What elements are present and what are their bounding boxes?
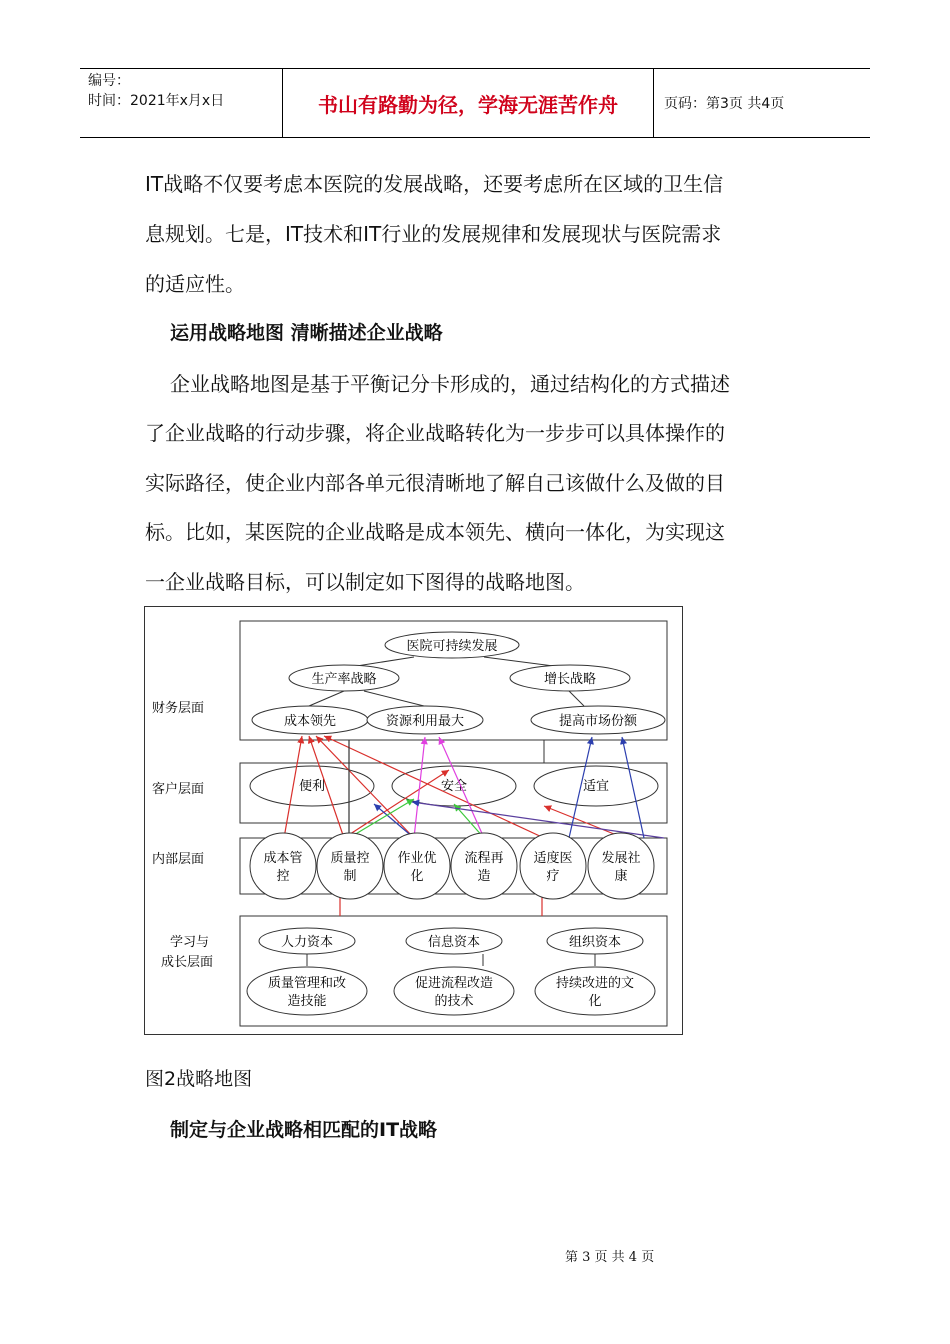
internal-node-label: 化 <box>410 869 424 884</box>
node-resource-label: 资源利用最大 <box>385 714 465 729</box>
internal-node-label: 适度医 <box>533 851 573 866</box>
header-meta-cell <box>80 69 283 137</box>
internal-node-label: 质量控 <box>330 851 370 866</box>
internal-node-label: 发展社 <box>601 851 641 866</box>
number-label: 编号： <box>88 73 130 89</box>
node-info-capital-label: 信息资本 <box>427 935 481 950</box>
internal-node-label: 疗 <box>546 869 560 884</box>
motto: 书山有路勤为径，学海无涯苦作舟 <box>318 92 618 117</box>
section-heading: 运用战略地图 清晰描述企业战略 <box>170 322 443 344</box>
internal-node <box>520 833 586 899</box>
node-growth-label: 增长战略 <box>543 672 597 687</box>
header-table <box>80 68 870 138</box>
body-line: 息规划。七是，IT技术和IT行业的发展规律和发展现状与医院需求 <box>145 222 722 246</box>
internal-node-label: 成本管 <box>263 851 303 866</box>
node-process-tech-label: 促进流程改造 <box>414 976 494 991</box>
internal-node-label: 造 <box>477 869 491 884</box>
internal-node-label: 流程再 <box>464 851 504 866</box>
layer-label-finance: 财务层面 <box>152 701 205 716</box>
body-line: 企业战略地图是基于平衡记分卡形成的，通过结构化的方式描述 <box>170 372 730 396</box>
layer-label-learning: 成长层面 <box>161 955 214 970</box>
node-org-capital-label: 组织资本 <box>568 935 622 950</box>
node-productivity-label: 生产率战略 <box>311 672 377 687</box>
node-culture-label: 化 <box>588 994 602 1009</box>
page-footer: 第 3 页 共 4 页 <box>565 1250 655 1265</box>
node-process-tech-label: 的技术 <box>434 994 474 1009</box>
header-page-cell <box>654 69 870 137</box>
section-heading: 制定与企业战略相匹配的IT战略 <box>170 1119 438 1141</box>
internal-node <box>250 833 316 899</box>
body-line: 了企业战略的行动步骤，将企业战略转化为一步步可以具体操作的 <box>145 421 725 445</box>
internal-node <box>451 833 517 899</box>
header-motto-cell <box>283 69 654 137</box>
internal-node-label: 制 <box>343 869 357 884</box>
page-info: 页码：第3页 共4页 <box>664 96 785 112</box>
figure-caption: 图2战略地图 <box>145 1068 253 1090</box>
node-quality-skills-label: 造技能 <box>287 994 327 1009</box>
time-label: 时间：2021年x月x日 <box>88 93 225 109</box>
node-market-label: 提高市场份额 <box>558 714 638 729</box>
body-line: IT战略不仅要考虑本医院的发展战略，还要考虑所在区域的卫生信 <box>145 172 724 196</box>
layer-label-learning: 学习与 <box>170 935 210 950</box>
node-quality-skills-label: 质量管理和改 <box>267 976 347 991</box>
internal-node <box>588 833 654 899</box>
layer-label-customer: 客户层面 <box>152 782 205 797</box>
strategy-map-figure <box>144 606 684 1036</box>
node-suitable-label: 适宜 <box>582 779 610 794</box>
internal-node-label: 控 <box>276 869 290 884</box>
internal-node <box>384 833 450 899</box>
body-line: 一企业战略目标，可以制定如下图得的战略地图。 <box>145 570 585 594</box>
body-line: 的适应性。 <box>145 272 245 296</box>
internal-node-label: 康 <box>614 869 628 884</box>
node-safety-label: 安全 <box>440 779 468 794</box>
node-convenience-label: 便利 <box>298 779 326 794</box>
node-culture-label: 持续改进的文 <box>555 976 635 991</box>
internal-node-label: 作业优 <box>397 851 437 866</box>
internal-node <box>317 833 383 899</box>
layer-label-internal: 内部层面 <box>152 852 205 867</box>
body-line: 标。比如，某医院的企业战略是成本领先、横向一体化，为实现这 <box>145 520 725 544</box>
node-cost-lead-label: 成本领先 <box>283 714 337 729</box>
node-sustainable-label: 医院可持续发展 <box>406 639 498 654</box>
node-human-capital-label: 人力资本 <box>280 935 334 950</box>
body-line: 实际路径，使企业内部各单元很清晰地了解自己该做什么及做的目 <box>145 471 725 495</box>
